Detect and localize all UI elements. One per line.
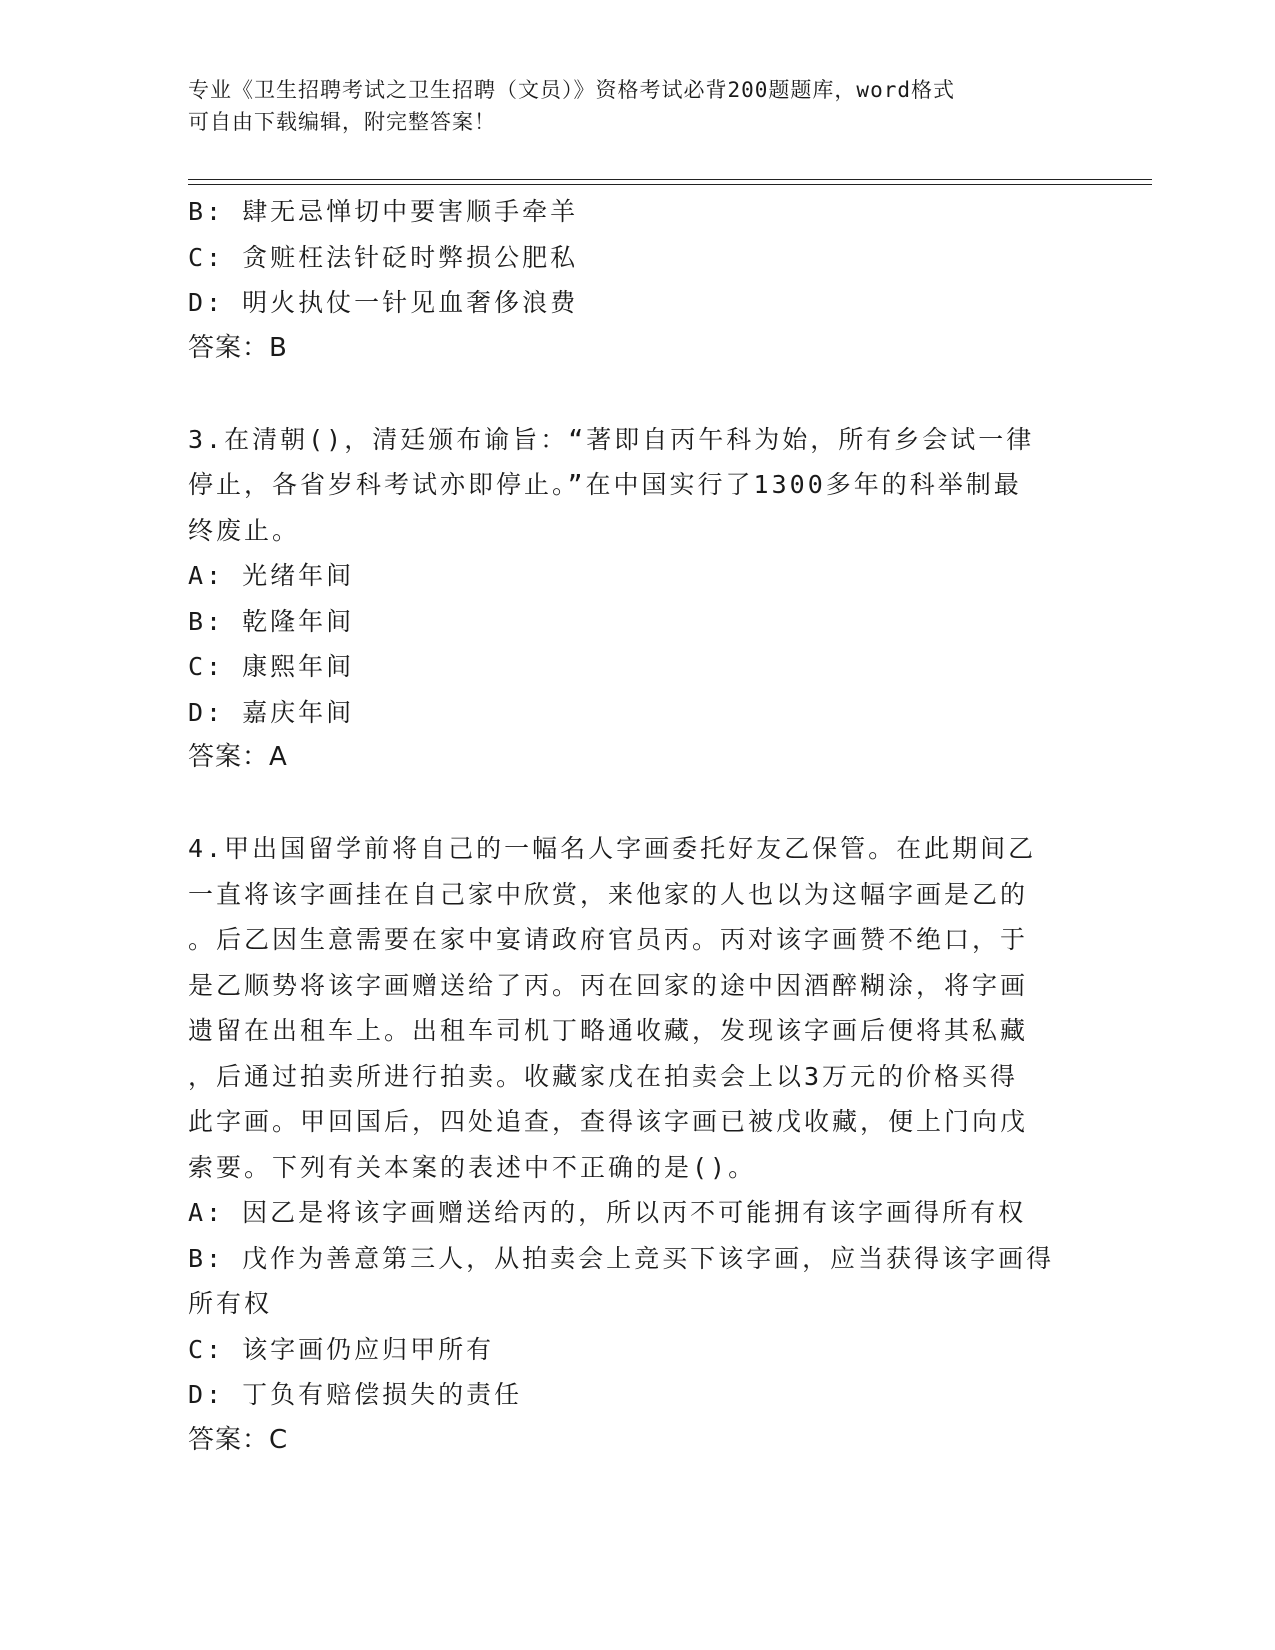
q4-stem-line: 遗留在出租车上。出租车司机丁略通收藏，发现该字画后便将其私藏 — [188, 1016, 1029, 1045]
q4-option-b-continued: 所有权 — [188, 1289, 273, 1318]
q3-stem-line: 3.在清朝()，清廷颁布谕旨：“著即自丙午科为始，所有乡会试一律 — [188, 424, 1035, 454]
question-3 — [188, 417, 1068, 781]
header-rule-bottom — [188, 184, 1152, 185]
q4-stem-line: 4.甲出国留学前将自己的一幅名人字画委托好友乙保管。在此期间乙 — [188, 834, 1037, 863]
q3-option-c: C: 康熙年间 — [188, 652, 355, 681]
q3-option-a: A: 光绪年间 — [188, 561, 355, 590]
header-line-1: 专业《卫生招聘考试之卫生招聘（文员）》资格考试必背200题题库，word格式 — [188, 78, 955, 102]
q3-stem-line: 停止，各省岁科考试亦即停止。”在中国实行了1300多年的科举制最 — [188, 470, 1022, 499]
question-4 — [188, 826, 1068, 1463]
q4-option-c: C: 该字画仍应归甲所有 — [188, 1334, 495, 1364]
q4-stem-line: 此字画。甲回国后，四处追查，查得该字画已被戊收藏，便上门向戊 — [188, 1107, 1029, 1136]
q4-stem-line: 。后乙因生意需要在家中宴请政府官员丙。丙对该字画赞不绝口，于 — [188, 925, 1029, 954]
q4-answer: 答案：C — [188, 1424, 289, 1455]
q2-option-d: D: 明火执仗一针见血奢侈浪费 — [188, 288, 579, 317]
spacer — [188, 371, 1068, 417]
question-2 — [188, 189, 1068, 371]
q3-answer: 答案：A — [188, 742, 288, 772]
q2-option-b: B: 肆无忌惮切中要害顺手牵羊 — [188, 197, 579, 226]
q3-stem-line: 终废止。 — [188, 515, 301, 545]
q4-option-d: D: 丁负有赔偿损失的责任 — [188, 1380, 523, 1409]
page-header — [188, 74, 1068, 138]
q4-option-a: A: 因乙是将该字画赠送给丙的，所以丙不可能拥有该字画得所有权 — [188, 1198, 1027, 1227]
spacer — [188, 781, 1068, 827]
q4-stem-line: 一直将该字画挂在自己家中欣赏，来他家的人也以为这幅字画是乙的 — [188, 879, 1029, 909]
q4-stem-line: ，后通过拍卖所进行拍卖。收藏家戊在拍卖会上以3万元的价格买得 — [188, 1061, 1019, 1091]
document-body — [188, 189, 1068, 1463]
header-line-2: 可自由下载编辑，附完整答案！ — [188, 110, 496, 134]
q2-option-c: C: 贪赃枉法针砭时弊损公肥私 — [188, 242, 579, 272]
header-rule-top — [188, 179, 1152, 180]
q3-option-d: D: 嘉庆年间 — [188, 697, 355, 727]
q3-option-b: B: 乾隆年间 — [188, 606, 355, 636]
q4-option-b: B: 戊作为善意第三人，从拍卖会上竞买下该字画，应当获得该字画得 — [188, 1243, 1055, 1273]
q4-stem-line: 是乙顺势将该字画赠送给了丙。丙在回家的途中因酒醉糊涂，将字画 — [188, 970, 1029, 1000]
q4-stem-line: 索要。下列有关本案的表述中不正确的是()。 — [188, 1152, 757, 1182]
q2-answer: 答案：B — [188, 332, 288, 363]
